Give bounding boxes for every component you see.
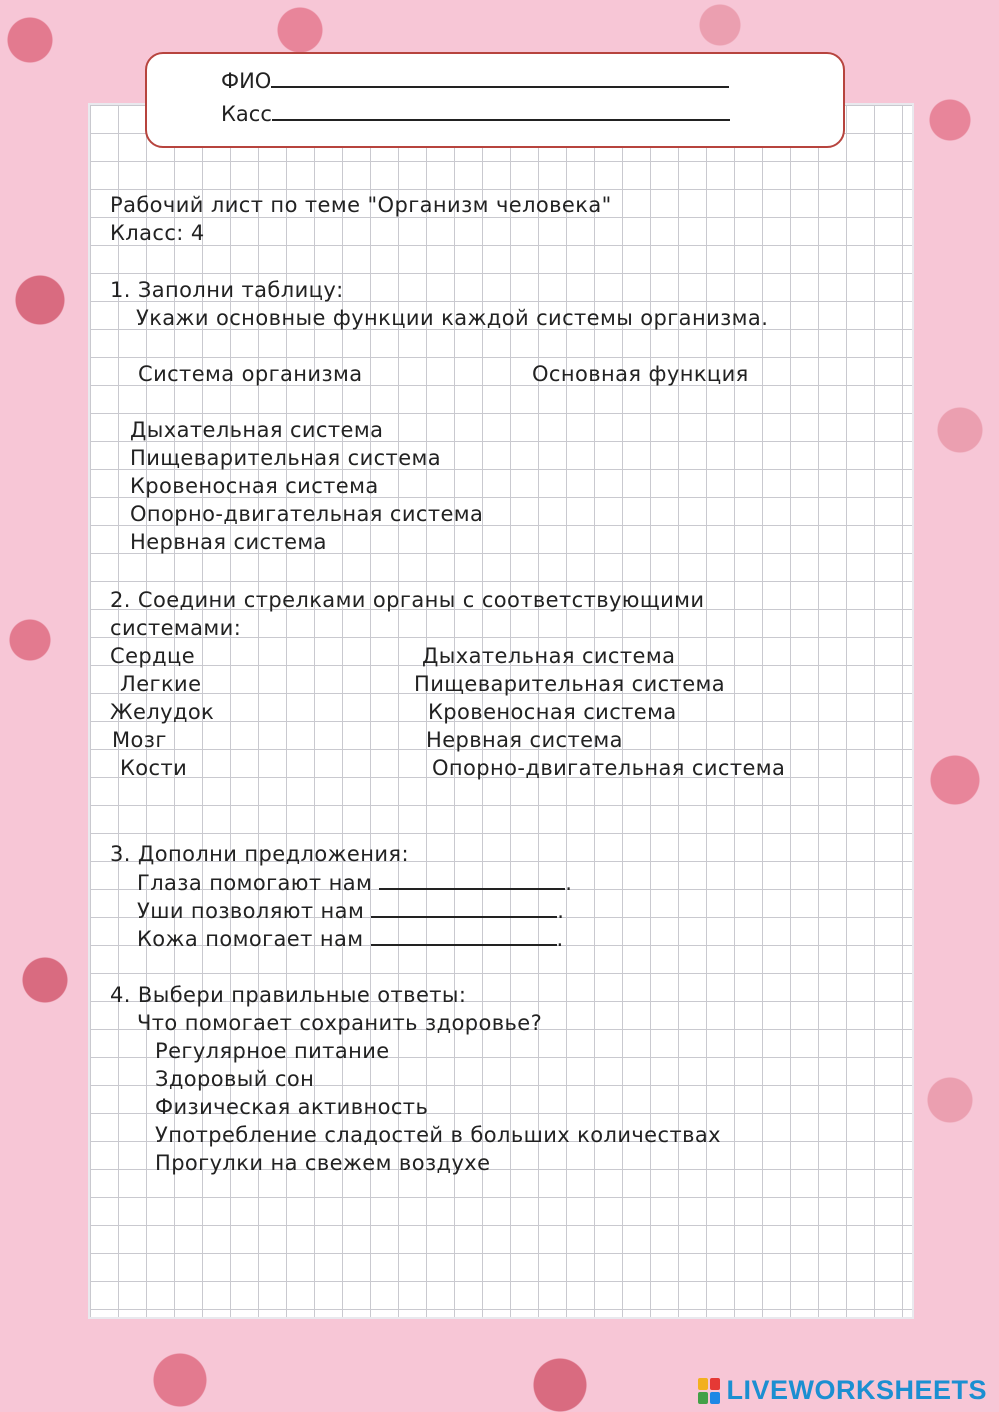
task2-organ[interactable]: Мозг xyxy=(112,728,167,752)
liveworksheets-logo xyxy=(698,1375,987,1406)
task4-heading: 4. Выбери правильные ответы: xyxy=(110,983,467,1007)
task2-organ[interactable]: Легкие xyxy=(120,672,202,696)
task3-answer-blank[interactable] xyxy=(371,926,557,946)
task2-system[interactable]: Пищеварительная система xyxy=(414,672,726,696)
student-info-box xyxy=(145,52,845,148)
task1-system-row: Кровеносная система xyxy=(130,474,379,498)
task3-sentence-text: Уши позволяют нам xyxy=(137,899,365,923)
task2-heading: 2. Соедини стрелками органы с соответствующими xyxy=(110,588,705,612)
fio-input-line[interactable] xyxy=(271,66,729,88)
fio-label: ФИО xyxy=(221,69,272,93)
worksheet-title: Рабочий лист по теме "Организм человека" xyxy=(110,193,612,217)
task4-option[interactable]: Употребление сладостей в больших количествах xyxy=(155,1123,721,1147)
task3-answer-blank[interactable] xyxy=(379,870,565,890)
class-label: Касс xyxy=(221,102,272,126)
task1-col-system: Система организма xyxy=(138,362,363,386)
task3-period: . xyxy=(565,871,573,895)
task1-system-row: Опорно-двигательная система xyxy=(130,502,484,526)
task4-question: Что помогает сохранить здоровье? xyxy=(137,1011,543,1035)
task1-col-function: Основная функция xyxy=(532,362,749,386)
task2-heading-cont: системами: xyxy=(110,616,242,640)
task2-system[interactable]: Кровеносная система xyxy=(428,700,677,724)
task2-system[interactable]: Опорно-двигательная система xyxy=(432,756,786,780)
task3-sentence-text: Глаза помогают нам xyxy=(137,871,373,895)
task1-heading: 1. Заполни таблицу: xyxy=(110,278,344,302)
task4-option[interactable]: Физическая активность xyxy=(155,1095,429,1119)
liveworksheets-logo-icon xyxy=(698,1378,720,1404)
task3-sentence xyxy=(137,926,564,951)
class-input-line[interactable] xyxy=(272,99,730,121)
task2-system[interactable]: Нервная система xyxy=(426,728,623,752)
task3-period: . xyxy=(556,927,564,951)
task2-organ[interactable]: Кости xyxy=(120,756,188,780)
task2-organ[interactable]: Желудок xyxy=(110,700,215,724)
task2-organ[interactable]: Сердце xyxy=(110,644,196,668)
task2-system[interactable]: Дыхательная система xyxy=(422,644,676,668)
class-row xyxy=(221,99,730,126)
task1-instruction: Укажи основные функции каждой системы организма. xyxy=(136,306,769,330)
task4-option[interactable]: Здоровый сон xyxy=(155,1067,315,1091)
task3-heading: 3. Дополни предложения: xyxy=(110,842,409,866)
worksheet-grade: Класс: 4 xyxy=(110,221,205,245)
task1-system-row: Дыхательная система xyxy=(130,418,384,442)
liveworksheets-brand-text: LIVEWORKSHEETS xyxy=(726,1375,987,1405)
task3-sentence-text: Кожа помогает нам xyxy=(137,927,364,951)
task3-sentence xyxy=(137,898,564,923)
task3-period: . xyxy=(557,899,565,923)
fio-row xyxy=(221,66,729,93)
task1-system-row: Пищеварительная система xyxy=(130,446,442,470)
task3-answer-blank[interactable] xyxy=(371,898,557,918)
task3-sentence xyxy=(137,870,572,895)
task4-option[interactable]: Прогулки на свежем воздухе xyxy=(155,1151,491,1175)
task4-option[interactable]: Регулярное питание xyxy=(155,1039,390,1063)
task1-system-row: Нервная система xyxy=(130,530,327,554)
